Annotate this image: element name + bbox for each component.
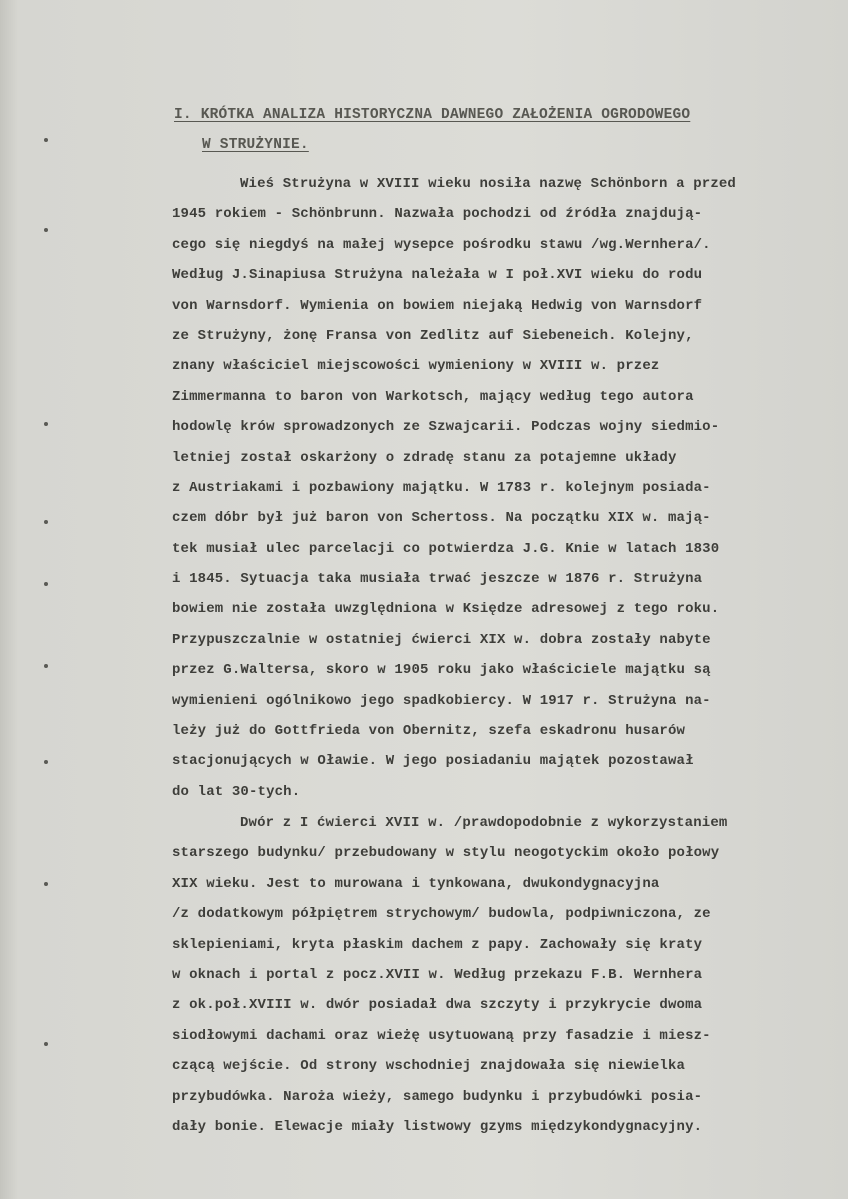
text-line: 1945 rokiem - Schönbrunn. Nazwała pochodzi od źródła znajdują- xyxy=(172,206,703,223)
text-line: do lat 30-tych. xyxy=(172,783,301,800)
text-line: i 1845. Sytuacja taka musiała trwać jeszcze w 1876 r. Strużyna xyxy=(172,571,703,588)
text-line: Wieś Strużyna w XVIII wieku nosiła nazwę Schönborn a przed xyxy=(240,176,736,192)
text-line: starszego budynku/ przebudowany w stylu neogotyckim około połowy xyxy=(172,845,720,862)
text-line: Według J.Sinapiusa Strużyna należała w I poł.XVI wieku do rodu xyxy=(172,267,703,284)
margin-mark xyxy=(44,1042,48,1046)
margin-mark xyxy=(44,422,48,426)
text-line: XIX wieku. Jest to murowana i tynkowana, dwukondygnacyjna xyxy=(172,875,660,892)
text-line: przybudówka. Naroża wieży, samego budynku i przybudówki posia- xyxy=(172,1088,703,1105)
text-line: znany właściciel miejscowości wymieniony w XVIII w. przez xyxy=(172,358,660,375)
margin-mark xyxy=(44,882,48,886)
text-line: z Austriakami i pozbawiony majątku. W 1783 r. kolejnym posiada- xyxy=(172,479,711,496)
section-title-line-2: W STRUŻYNIE. xyxy=(202,137,309,153)
text-line: wymienieni ogólnikowo jego spadkobiercy. W 1917 r. Strużyna na- xyxy=(172,692,711,709)
margin-mark xyxy=(44,520,48,524)
text-line: cego się niegdyś na małej wysepce pośrodku stawu /wg.Wernhera/. xyxy=(172,236,711,253)
text-line: czem dóbr był już baron von Schertoss. Na początku XIX w. mają- xyxy=(172,510,711,527)
text-line: dały bonie. Elewacje miały listwowy gzyms międzykondygnacyjny. xyxy=(172,1118,703,1135)
section-title-line-1: I. KRÓTKA ANALIZA HISTORYCZNA DAWNEGO ZAŁOŻENIA OGRODOWEGO xyxy=(174,107,691,123)
text-line: bowiem nie została uwzględniona w Księdze adresowej z tego roku. xyxy=(172,601,720,618)
text-line: letniej został oskarżony o zdradę stanu za potajemne układy xyxy=(172,449,677,466)
text-line: stacjonujących w Oławie. W jego posiadaniu majątek pozostawał xyxy=(172,753,694,770)
paragraph-history xyxy=(172,169,832,807)
text-line: czącą wejście. Od strony wschodniej znajdowała się niewielka xyxy=(172,1058,686,1075)
margin-mark xyxy=(44,138,48,142)
text-line: Zimmermanna to baron von Warkotsch, mający według tego autora xyxy=(172,388,694,405)
text-line: z ok.poł.XVIII w. dwór posiadał dwa szczyty i przykrycie dwoma xyxy=(172,997,703,1014)
text-line: przez G.Waltersa, skoro w 1905 roku jako właściciele majątku są xyxy=(172,662,711,679)
text-line: /z dodatkowym półpiętrem strychowym/ budowla, podpiwniczona, ze xyxy=(172,906,711,923)
margin-mark xyxy=(44,228,48,232)
text-line: siodłowymi dachami oraz wieżę usytuowaną przy fasadzie i miesz- xyxy=(172,1027,711,1044)
text-line: tek musiał ulec parcelacji co potwierdza J.G. Knie w latach 1830 xyxy=(172,540,720,557)
text-line: Przypuszczalnie w ostatniej ćwierci XIX w. dobra zostały nabyte xyxy=(172,631,711,648)
text-line: leży już do Gottfrieda von Obernitz, szefa eskadronu husarów xyxy=(172,723,686,740)
section-title xyxy=(174,100,794,160)
text-line: Dwór z I ćwierci XVII w. /prawdopodobnie z wykorzystaniem xyxy=(240,815,728,831)
text-line: von Warnsdorf. Wymienia on bowiem niejaką Hedwig von Warnsdorf xyxy=(172,297,703,314)
margin-mark xyxy=(44,760,48,764)
margin-mark xyxy=(44,582,48,586)
text-line: hodowlę krów sprowadzonych ze Szwajcarii. Podczas wojny siedmio- xyxy=(172,419,720,436)
text-line: ze Strużyny, żonę Fransa von Zedlitz auf Siebeneich. Kolejny, xyxy=(172,327,694,344)
text-line: w oknach i portal z pocz.XVII w. Według przekazu F.B. Wernhera xyxy=(172,966,703,983)
text-line: sklepieniami, kryta płaskim dachem z papy. Zachowały się kraty xyxy=(172,936,703,953)
paragraph-manor-house xyxy=(172,808,832,1142)
margin-mark xyxy=(44,664,48,668)
